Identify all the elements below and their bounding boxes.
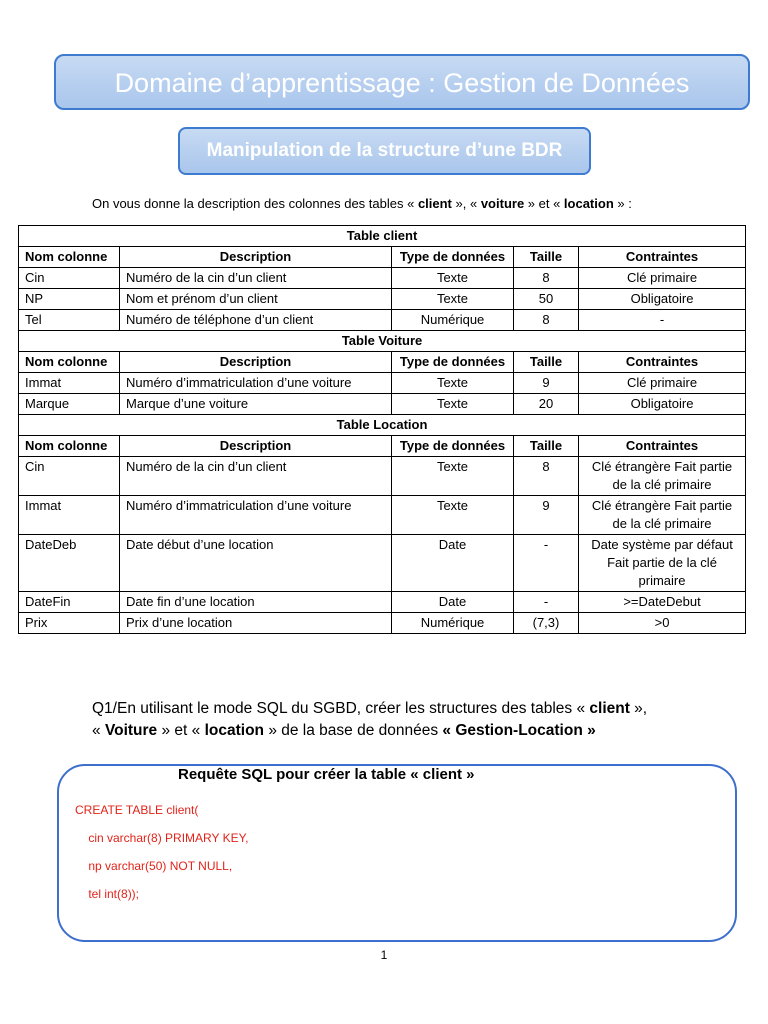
header-row <box>19 247 746 268</box>
table-title: Table Voiture <box>19 331 746 352</box>
table-cell: Marque <box>19 394 120 415</box>
table-cell: (7,3) <box>514 613 579 634</box>
table-cell: 20 <box>514 394 579 415</box>
table-title-row <box>19 331 746 352</box>
column-header: Taille <box>514 436 579 457</box>
section-subtitle: Manipulation de la structure d’une BDR <box>178 127 591 175</box>
column-header: Description <box>120 352 392 373</box>
table-cell: Prix <box>19 613 120 634</box>
table-title: Table Location <box>19 415 746 436</box>
intro-sep2: » et « <box>524 196 564 211</box>
table-cell: Numérique <box>392 613 514 634</box>
table-cell: - <box>514 535 579 592</box>
column-header: Contraintes <box>579 436 746 457</box>
column-header: Nom colonne <box>19 436 120 457</box>
sql-line: np varchar(50) NOT NULL, <box>75 859 233 873</box>
table-cell: Nom et prénom d’un client <box>120 289 392 310</box>
column-header: Type de données <box>392 247 514 268</box>
table-cell: Texte <box>392 268 514 289</box>
intro-table-location: location <box>563 196 614 211</box>
column-header: Nom colonne <box>19 352 120 373</box>
column-header: Type de données <box>392 436 514 457</box>
table-cell: 8 <box>514 457 579 496</box>
column-header: Taille <box>514 247 579 268</box>
table-cell: Numéro de téléphone d’un client <box>120 310 392 331</box>
table-cell: Clé primaire <box>579 373 746 394</box>
table-cell: 9 <box>514 496 579 535</box>
table-cell: Cin <box>19 457 120 496</box>
table-row <box>19 592 746 613</box>
question-table-client: client <box>589 700 630 717</box>
table-cell: Numérique <box>392 310 514 331</box>
column-header: Type de données <box>392 352 514 373</box>
table-cell: >0 <box>579 613 746 634</box>
question-1 <box>92 698 732 742</box>
sql-box-title: Requête SQL pour créer la table « client » <box>178 766 475 783</box>
table-cell: - <box>579 310 746 331</box>
columns-description-table <box>18 225 746 634</box>
column-header: Description <box>120 436 392 457</box>
sql-line: CREATE TABLE client( <box>75 803 199 817</box>
table-cell: Tel <box>19 310 120 331</box>
column-header: Contraintes <box>579 352 746 373</box>
table-cell: Immat <box>19 373 120 394</box>
table-cell: - <box>514 592 579 613</box>
table-cell: Marque d’une voiture <box>120 394 392 415</box>
table-title-row <box>19 226 746 247</box>
table-row <box>19 394 746 415</box>
table-row <box>19 613 746 634</box>
intro-after: » : <box>613 196 632 211</box>
table-cell: Date fin d’une location <box>120 592 392 613</box>
page-number: 1 <box>380 948 388 962</box>
intro-before: On vous donne la description des colonnes des tables « <box>92 196 418 211</box>
table-cell: 8 <box>514 268 579 289</box>
table-cell: Cin <box>19 268 120 289</box>
question-table-voiture: Voiture <box>104 722 158 739</box>
header-row <box>19 436 746 457</box>
table-cell: 9 <box>514 373 579 394</box>
table-cell: Obligatoire <box>579 289 746 310</box>
intro-table-voiture: voiture <box>480 196 525 211</box>
table-cell: Date <box>392 535 514 592</box>
sql-line: tel int(8)); <box>75 887 140 901</box>
table-cell: Clé étrangère Fait partie de la clé primaire <box>579 457 746 496</box>
sql-line: cin varchar(8) PRIMARY KEY, <box>75 831 249 845</box>
table-cell: Obligatoire <box>579 394 746 415</box>
column-header: Description <box>120 247 392 268</box>
table-cell: Prix d’une location <box>120 613 392 634</box>
table-cell: 50 <box>514 289 579 310</box>
table-cell: DateFin <box>19 592 120 613</box>
table-row <box>19 310 746 331</box>
table-cell: Numéro d’immatriculation d’une voiture <box>120 496 392 535</box>
table-title: Table client <box>19 226 746 247</box>
sql-code <box>75 802 248 914</box>
question-sep1: », <box>629 700 648 717</box>
table-cell: Numéro d’immatriculation d’une voiture <box>120 373 392 394</box>
table-cell: Texte <box>392 394 514 415</box>
question-sep3: » de la base de données <box>264 722 443 739</box>
question-prefix: Q1/En utilisant le mode SQL du SGBD, créer les structures des tables « <box>92 700 590 717</box>
table-cell: Texte <box>392 457 514 496</box>
table-cell: Date <box>392 592 514 613</box>
intro-text <box>92 196 632 211</box>
table-cell: Texte <box>392 289 514 310</box>
table-row <box>19 457 746 496</box>
table-cell: Date système par défaut Fait partie de la clé primaire <box>579 535 746 592</box>
table-cell: Clé primaire <box>579 268 746 289</box>
table-cell: Texte <box>392 496 514 535</box>
table-row <box>19 373 746 394</box>
intro-sep1: », « <box>451 196 481 211</box>
question-table-location: location <box>204 722 265 739</box>
question-sep2: » et « <box>157 722 205 739</box>
table-row <box>19 496 746 535</box>
table-cell: Immat <box>19 496 120 535</box>
table-title-row <box>19 415 746 436</box>
table-cell: >=DateDebut <box>579 592 746 613</box>
table-row <box>19 289 746 310</box>
table-cell: NP <box>19 289 120 310</box>
header-row <box>19 352 746 373</box>
table-cell: Date début d’une location <box>120 535 392 592</box>
question-open2: « <box>92 722 105 739</box>
intro-table-client: client <box>417 196 452 211</box>
column-header: Taille <box>514 352 579 373</box>
question-database-name: « Gestion-Location » <box>442 722 596 739</box>
table-cell: Numéro de la cin d’un client <box>120 268 392 289</box>
table-cell: Clé étrangère Fait partie de la clé primaire <box>579 496 746 535</box>
page-title: Domaine d’apprentissage : Gestion de Données <box>54 54 750 110</box>
table-cell: Texte <box>392 373 514 394</box>
column-header: Contraintes <box>579 247 746 268</box>
table-cell: 8 <box>514 310 579 331</box>
table-row <box>19 535 746 592</box>
table-cell: Numéro de la cin d’un client <box>120 457 392 496</box>
table-cell: DateDeb <box>19 535 120 592</box>
table-row <box>19 268 746 289</box>
column-header: Nom colonne <box>19 247 120 268</box>
